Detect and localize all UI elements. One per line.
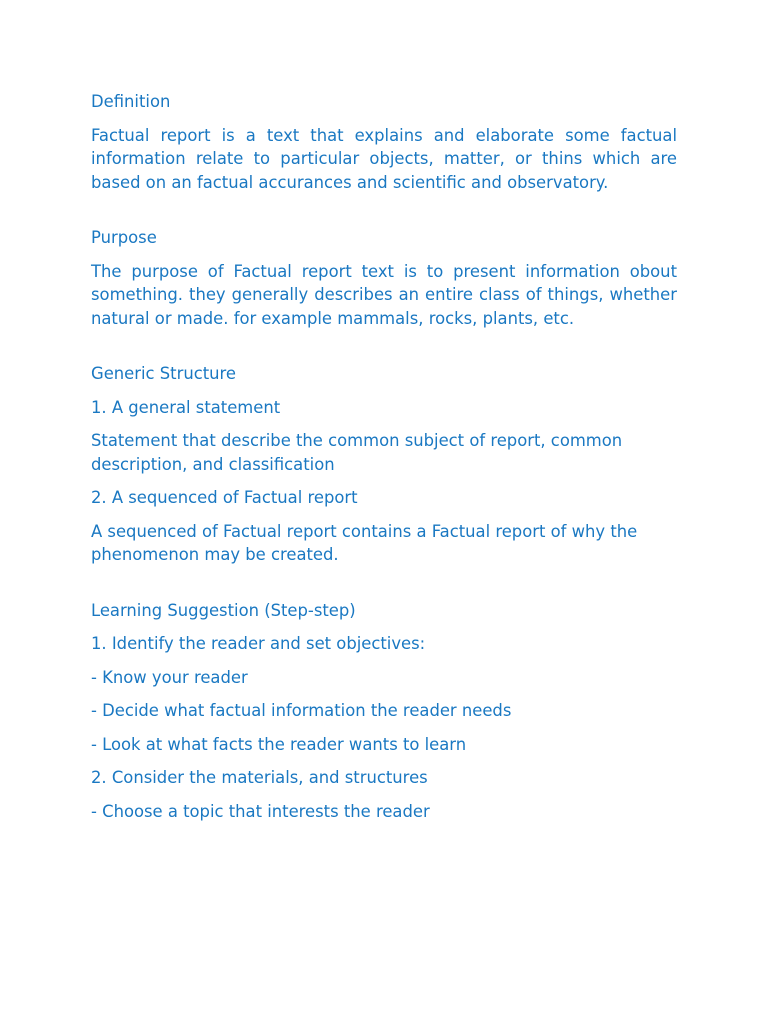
purpose-text: The purpose of Factual report text is to present information obout something. they generally describes an entire class of things, whether natural or made. for example mammals, rocks, plants, etc. <box>91 261 677 328</box>
structure-item-1-text: Statement that describe the common subject of report, common description, and classification <box>91 431 623 474</box>
learning-step-line: - Decide what factual information the reader needs <box>91 701 512 720</box>
document-page <box>91 90 677 833</box>
learning-step-line: - Know your reader <box>91 667 248 687</box>
structure-item-2-text: A sequenced of Factual report contains a Factual report of why the phenomenon may be created. <box>91 521 638 564</box>
structure-item-2-title: 2. A sequenced of Factual report <box>91 488 358 507</box>
learning-step-line: 2. Consider the materials, and structures <box>91 768 428 787</box>
purpose-heading: Purpose <box>91 228 157 247</box>
learning-suggestion-heading: Learning Suggestion (Step-step) <box>91 600 356 620</box>
structure-item-1-title: 1. A general statement <box>91 397 281 417</box>
definition-heading: Definition <box>91 92 171 111</box>
section-gap <box>91 204 677 226</box>
section-gap <box>91 577 677 599</box>
learning-step-line: 1. Identify the reader and set objectives: <box>91 634 426 653</box>
learning-step-line: - Choose a topic that interests the reader <box>91 801 430 821</box>
section-gap <box>91 340 677 362</box>
learning-step-line: - Look at what facts the reader wants to learn <box>91 734 467 754</box>
definition-text: Factual report is a text that explains and elaborate some factual information relate to particular objects, matter, or thins which are based on an factual accurances and scientific and observatory. <box>91 125 677 192</box>
generic-structure-heading: Generic Structure <box>91 364 237 383</box>
